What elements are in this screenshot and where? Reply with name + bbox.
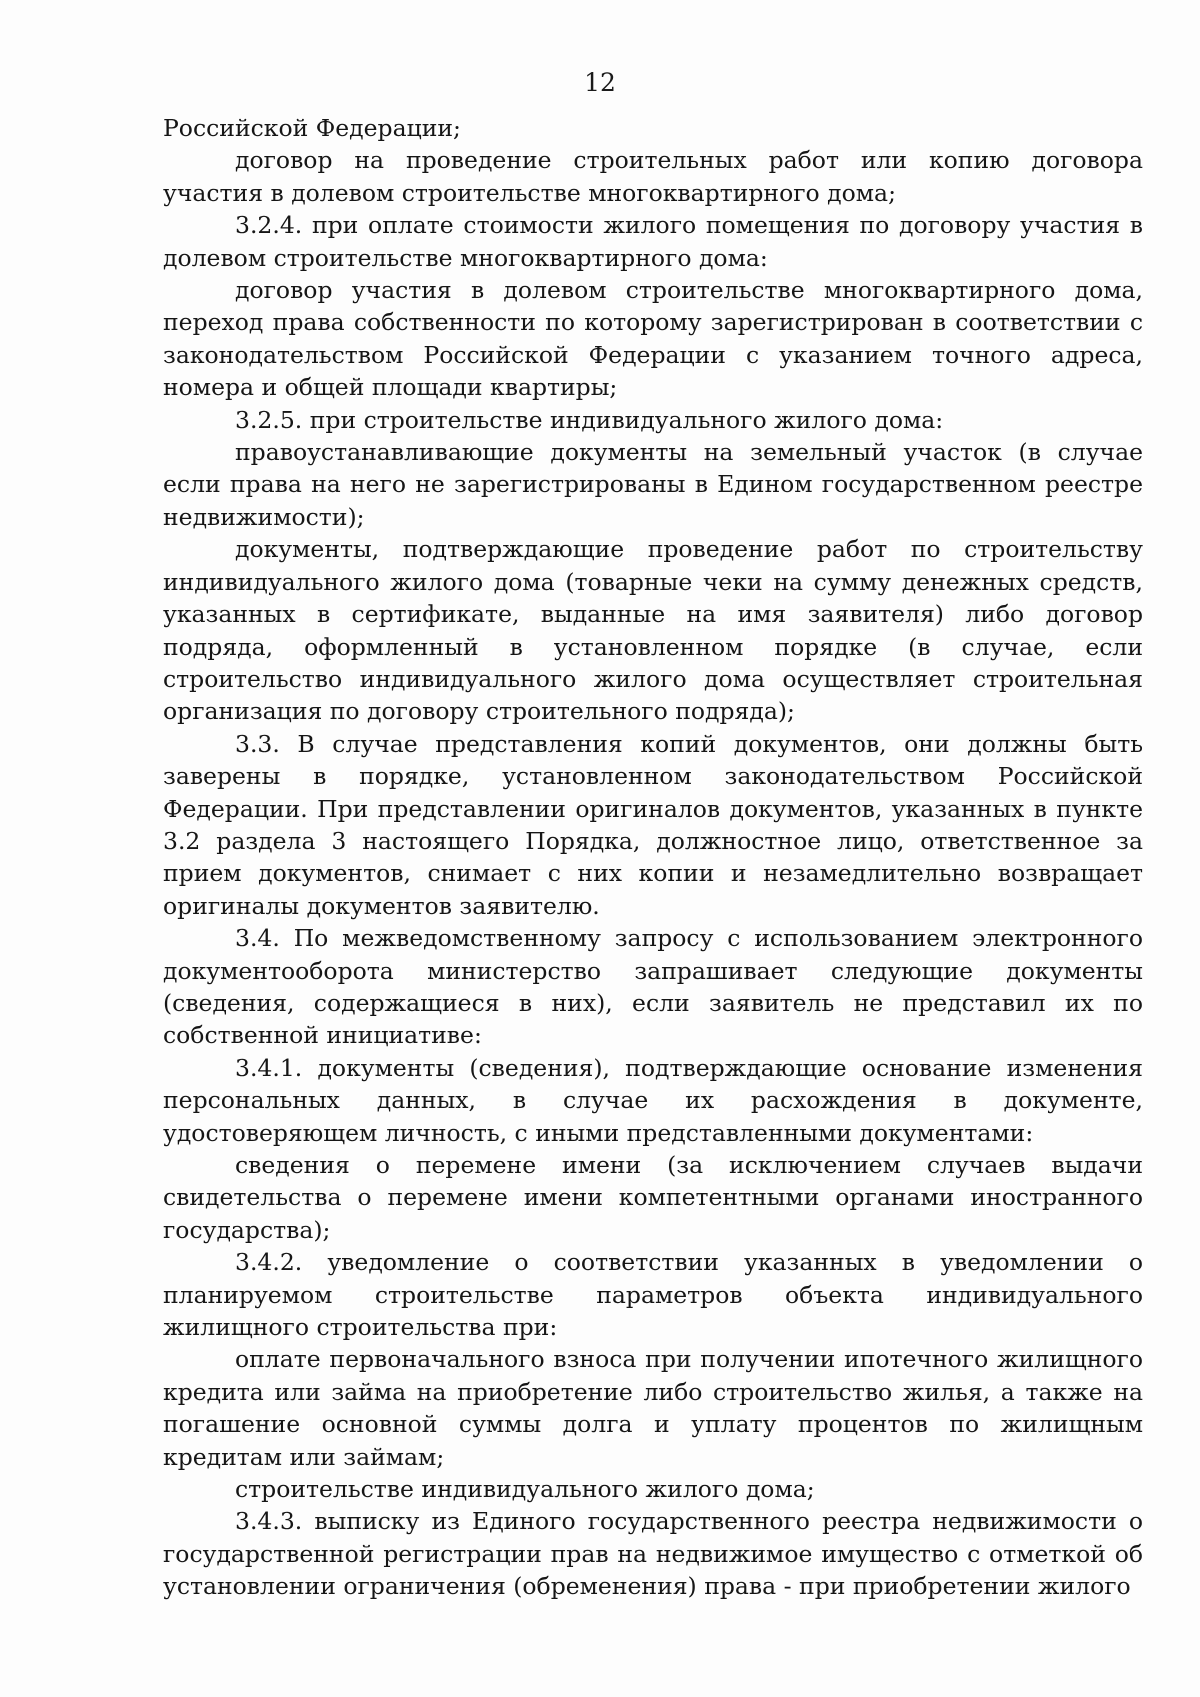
paragraph-individual-house: строительстве индивидуального жилого дома; bbox=[235, 1475, 815, 1504]
paragraph-3-2-5: 3.2.5. при строительстве индивидуального жилого дома: bbox=[235, 405, 944, 434]
paragraph-3-4-2: 3.4.2. уведомление о соответствии указанных в уведомлении о планируемом строительстве параметров объекта индивидуального жилищного строительства при: bbox=[163, 1248, 1143, 1342]
paragraph-shared-construction-contract: договор участия в долевом строительстве многоквартирного дома, переход права собственности по которому зарегистрирован в соответствии с законодательством Российской Федерации с указанием точного адреса, номера и общей площади квартиры; bbox=[163, 276, 1143, 402]
paragraph-3-2-4: 3.2.4. при оплате стоимости жилого помещения по договору участия в долевом строительстве многоквартирного дома: bbox=[163, 211, 1143, 272]
paragraph-name-change: сведения о перемене имени (за исключением случаев выдачи свидетельства о перемене имени компетентными органами иностранного государства); bbox=[163, 1151, 1143, 1244]
paragraph-land-documents: правоустанавливающие документы на земельный участок (в случае если права на него не зарегистрированы в Едином государственном реестре недвижимости); bbox=[163, 438, 1143, 531]
paragraph-3-4-1: 3.4.1. документы (сведения), подтверждающие основание изменения персональных данных, в случае их расхождения в документе, удостоверяющем личность, с иными представленными документами: bbox=[163, 1053, 1143, 1147]
document-body bbox=[163, 112, 1143, 1603]
paragraph-3-4: 3.4. По межведомственному запросу с использованием электронного документооборота министерство запрашивает следующие документы (сведения, содержащиеся в них), если заявитель не представил их по собственной инициативе: bbox=[163, 924, 1143, 1050]
paragraph-3-4-3: 3.4.3. выписку из Единого государственного реестра недвижимости о государственной регистрации прав на недвижимое имущество с отметкой об установлении ограничения (обременения) права - при приобретении жилого bbox=[163, 1507, 1143, 1601]
paragraph-federation: Российской Федерации; bbox=[163, 114, 461, 142]
paragraph-construction-proof: документы, подтверждающие проведение работ по строительству индивидуального жилого дома (товарные чеки на сумму денежных средств, указанных в сертификате, выданные на имя заявителя) либо договор подряда, оформленный в установленном порядке (в случае, если строительство индивидуального жилого дома осуществляет строительная организация по договору строительного подряда); bbox=[163, 535, 1143, 726]
paragraph-construction-contract: договор на проведение строительных работ или копию договора участия в долевом строительстве многоквартирного дома; bbox=[163, 146, 1143, 207]
page-number: 12 bbox=[584, 68, 616, 97]
paragraph-3-3: 3.3. В случае представления копий документов, они должны быть заверены в порядке, установленном законодательством Российской Федерации. При представлении оригиналов документов, указанных в пункте 3.2 раздела 3 настоящего Порядка, должностное лицо, ответственное за прием документов, снимает с них копии и незамедлительно возвращает оригиналы документов заявителю. bbox=[163, 729, 1143, 920]
paragraph-mortgage-payment: оплате первоначального взноса при получении ипотечного жилищного кредита или займа на приобретение либо строительство жилья, а также на погашение основной суммы долга и уплату процентов по жилищным кредитам или займам; bbox=[163, 1345, 1143, 1471]
